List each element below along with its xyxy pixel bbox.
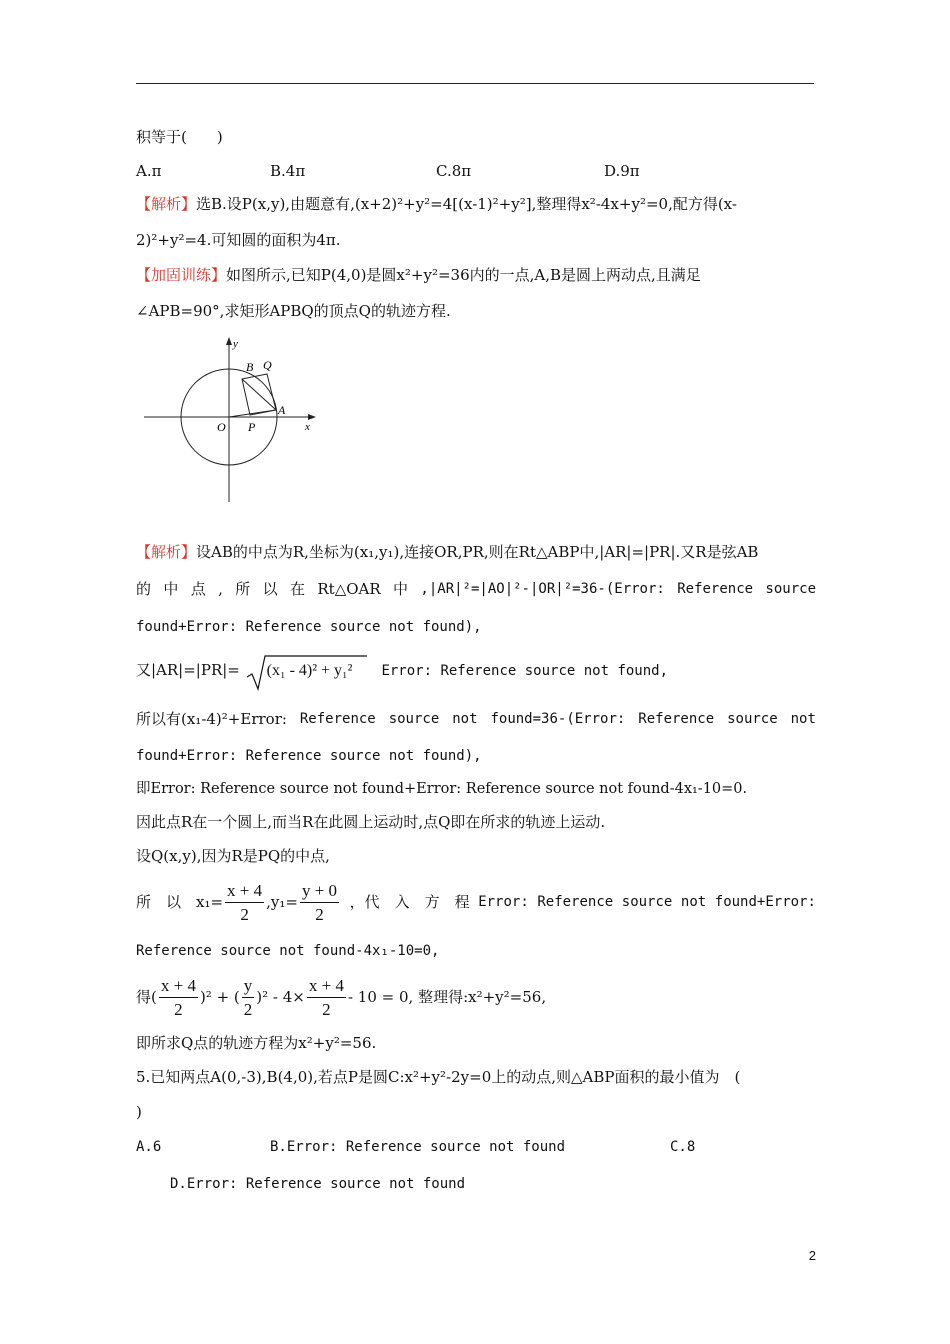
text: 所 以 x₁= [136, 893, 224, 911]
fraction [307, 975, 346, 1022]
analysis-tag: 【解析】 [136, 195, 197, 213]
numerator: y [242, 975, 255, 998]
extra-training-line-2: ∠APB=90°,求矩形APBQ的顶点Q的轨迹方程. [136, 302, 451, 320]
denominator: 2 [243, 999, 253, 1019]
choice-c: C.8π [436, 162, 472, 180]
label-x: x [305, 421, 310, 433]
text: )² - 4× [256, 988, 305, 1006]
solution-line-9: 设Q(x,y),因为R是PQ的中点, [136, 847, 330, 865]
header-rule [136, 83, 814, 84]
word: Error: [478, 894, 529, 910]
word: 中 [393, 580, 409, 598]
label-y: y [233, 338, 238, 350]
q5-choice-d: D.Error: Reference source not found [170, 1176, 466, 1192]
numerator: x + 4 [225, 880, 264, 903]
label-b: B [246, 360, 254, 374]
solution-line-13: 即所求Q点的轨迹方程为x²+y²=56. [136, 1034, 377, 1052]
word: 在 [290, 580, 306, 598]
square-root [245, 651, 369, 691]
word: source [621, 894, 673, 910]
solution-line-11: Reference source not found-4x₁-10=0, [136, 943, 440, 959]
solution-line-10 [136, 876, 816, 928]
solution-text-1: 设AB的中点为R,坐标为(x₁,y₁),连接OR,PR,则在Rt△ABP中,|AR|=|PR|.又R是弦AB [196, 543, 759, 561]
choice-a: A.π [136, 162, 162, 180]
solution-line-12 [136, 971, 816, 1023]
denominator: 2 [240, 904, 249, 924]
word: 点 [190, 580, 206, 598]
solution-line-6: found+Error: Reference source not found), [136, 748, 482, 764]
text: ,y₁= [266, 893, 298, 911]
word: ,|AR|²=|AO|²-|OR|²=36-(Error: [420, 581, 665, 597]
word: found=36-(Error: [490, 711, 626, 727]
label-a: A [278, 403, 286, 417]
numerator: y + 0 [300, 880, 339, 903]
numerator: x + 4 [307, 975, 346, 998]
word: Reference [638, 711, 715, 727]
word: not [790, 711, 816, 727]
extra-training-line-1 [136, 264, 816, 286]
question-5: 5.已知两点A(0,-3),B(4,0),若点P是圆C:x²+y²-2y=0上的动点,则△ABP面积的最小值为 ( [136, 1068, 741, 1086]
circle-figure [140, 334, 330, 506]
word: Reference [537, 894, 614, 910]
word: Reference [299, 711, 376, 727]
q5-choice-a: A.6 [136, 1139, 162, 1155]
x-axis-arrow [308, 414, 316, 420]
word: found+Error: [714, 894, 816, 910]
solution-line-7: 即Error: Reference source not found+Error: Reference source not found-4x₁-10=0. [136, 781, 748, 797]
fraction [242, 975, 255, 1022]
word: not [680, 894, 707, 910]
denominator: 2 [315, 904, 324, 924]
text: 得( [136, 988, 157, 1006]
solution-line-2 [136, 578, 816, 600]
solution-line-1 [136, 541, 816, 563]
word: Reference [677, 581, 754, 597]
numerator: x + 4 [159, 975, 198, 998]
word: Rt△OAR [317, 580, 381, 598]
fraction [225, 880, 264, 927]
page-number: 2 [808, 1248, 816, 1263]
word: source [727, 711, 778, 727]
word: 所以有(x₁-4)²+Error: [136, 710, 287, 728]
solution-text-4b: Error: Reference source not found, [381, 663, 669, 679]
question-tail: 积等于( ) [136, 128, 223, 146]
fraction [300, 880, 339, 927]
answer-line-1 [136, 193, 816, 215]
fraction [159, 975, 198, 1022]
label-p: P [248, 420, 256, 434]
word: 所 [235, 580, 251, 598]
segment-pa [229, 410, 276, 417]
word: not [452, 711, 478, 727]
word: 的 [136, 580, 152, 598]
denominator: 2 [174, 999, 183, 1019]
formula-group [136, 876, 341, 928]
solution-line-8: 因此点R在一个圆上,而当R在此圆上运动时,点Q即在所求的轨迹上运动. [136, 813, 606, 831]
radicand: (x₁ - 4)² + y₁² [266, 662, 353, 679]
word: 以 [262, 580, 278, 598]
solution-tag: 【解析】 [136, 543, 197, 561]
denominator: 2 [322, 999, 331, 1019]
answer-line-2: 2)²+y²=4.可知圆的面积为4π. [136, 231, 341, 249]
label-o: O [217, 420, 226, 434]
solution-line-5 [136, 708, 816, 730]
solution-line-4 [136, 650, 816, 690]
extra-training-text: 如图所示,已知P(4,0)是圆x²+y²=36内的一点,A,B是圆上两动点,且满足 [226, 266, 701, 284]
q5-choice-c: C.8 [670, 1139, 696, 1155]
solution-line-3: found+Error: Reference source not found), [136, 619, 482, 635]
text: - 10 = 0, 整理得:x²+y²=56, [347, 988, 547, 1006]
choice-b: B.4π [270, 162, 306, 180]
word: source [765, 581, 816, 597]
choice-d: D.9π [604, 162, 640, 180]
extra-training-tag: 【加固训练】 [136, 266, 227, 284]
q5-choice-b: B.Error: Reference source not found [270, 1139, 566, 1155]
word: 中 [163, 580, 179, 598]
solution-text-4a: 又|AR|=|PR|= [136, 661, 240, 679]
question-5-cont: ) [136, 1103, 142, 1121]
text: )² + ( [199, 988, 240, 1006]
y-axis-arrow [226, 337, 232, 345]
answer-text: 选B.设P(x,y),由题意有,(x+2)²+y²=4[(x-1)²+y²],整理得x²-4x+y²=0,配方得(x- [196, 195, 737, 213]
label-q: Q [263, 358, 272, 372]
word: source [388, 711, 440, 727]
word: , [218, 580, 223, 598]
word: ，代 入 方 程 [349, 893, 470, 911]
